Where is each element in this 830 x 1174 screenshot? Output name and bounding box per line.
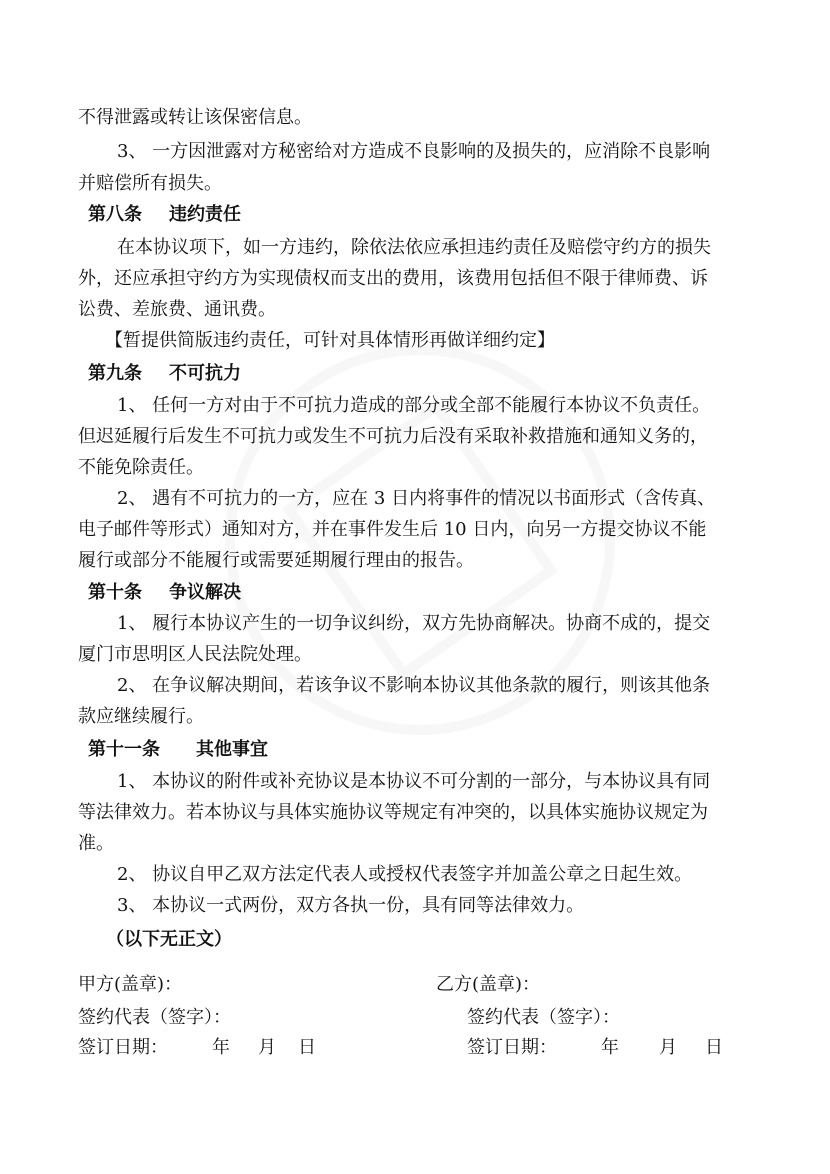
clause-8-body-line-3: 讼费、差旅费、通讯费。	[78, 299, 276, 320]
party-b-month: 月	[659, 1037, 677, 1058]
clause-8-body-line-2: 外，还应承担守约方为实现债权而支出的费用，该费用包括但不限于律师费、诉	[78, 268, 708, 289]
clause-10-heading	[88, 581, 241, 605]
party-b-date-line	[467, 1036, 723, 1060]
party-b-rep-label: 签约代表（签字）：	[467, 1007, 620, 1028]
clause-7-tail-line-1: 不得泄露或转让该保密信息。	[78, 107, 312, 128]
clause-8-title: 违约责任	[169, 204, 241, 225]
party-b-year: 年	[601, 1037, 619, 1058]
end-of-text-note: （以下无正文）	[106, 929, 232, 950]
clause-8-note: 【暂提供简版违约责任，可针对具体情形再做详细约定】	[105, 330, 555, 351]
party-a-rep-label: 签约代表（签字）：	[78, 1007, 231, 1028]
clause-7-item-3-line-2: 并赔偿所有损失。	[78, 173, 222, 194]
clause-10-number: 第十条	[88, 582, 142, 603]
clause-10-item-1-line-2: 厦门市思明区人民法院处理。	[78, 644, 312, 665]
clause-11-number: 第十一条	[88, 739, 160, 760]
clause-11-heading	[88, 738, 268, 762]
party-a-day: 日	[298, 1037, 316, 1058]
clause-9-item-2-line-3: 履行或部分不能履行或需要延期履行理由的报告。	[78, 550, 474, 571]
party-b-day: 日	[705, 1037, 723, 1058]
clause-10-item-2-line-2: 款应继续履行。	[78, 706, 204, 727]
party-b-seal-label: 乙方(盖章)：	[436, 974, 541, 995]
clause-11-item-3: 3、 本协议一式两份，双方各执一份，具有同等法律效力。	[117, 895, 585, 916]
clause-11-item-1-line-2: 等法律效力。若本协议与具体实施协议等规定有冲突的，以具体实施协议规定为	[78, 802, 708, 823]
clause-8-body-line-1: 在本协议项下，如一方违约，除依法依应承担违约责任及赔偿守约方的损失	[117, 237, 711, 258]
clause-9-number: 第九条	[88, 363, 142, 384]
clause-10-title: 争议解决	[169, 582, 241, 603]
clause-9-item-1-line-3: 不能免除责任。	[78, 457, 204, 478]
clause-7-item-3-line-1: 3、 一方因泄露对方秘密给对方造成不良影响的及损失的，应消除不良影响	[117, 141, 711, 162]
party-a-date-line	[78, 1036, 316, 1060]
clause-10-item-2-line-1: 2、 在争议解决期间，若该争议不影响本协议其他条款的履行，则该其他条	[117, 675, 711, 696]
clause-9-item-2-line-2: 电子邮件等形式）通知对方，并在事件发生后 10 日内，向另一方提交协议不能	[78, 519, 707, 540]
clause-8-number: 第八条	[88, 204, 142, 225]
clause-11-item-2: 2、 协议自甲乙双方法定代表人或授权代表签字并加盖公章之日起生效。	[117, 864, 693, 885]
clause-9-item-1-line-1: 1、 任何一方对由于不可抗力造成的部分或全部不能履行本协议不负责任。	[117, 395, 711, 416]
party-b-date-label: 签订日期：	[467, 1037, 557, 1058]
party-a-year: 年	[212, 1037, 230, 1058]
party-a-month: 月	[258, 1037, 276, 1058]
clause-9-title: 不可抗力	[169, 363, 241, 384]
clause-9-heading	[88, 362, 241, 386]
clause-10-item-1-line-1: 1、 履行本协议产生的一切争议纠纷，双方先协商解决。协商不成的，提交	[117, 613, 711, 634]
clause-9-item-2-line-1: 2、 遇有不可抗力的一方，应在 3 日内将事件的情况以书面形式（含传真、	[117, 488, 716, 509]
clause-11-item-1-line-3: 准。	[78, 833, 114, 854]
clause-11-title: 其他事宜	[196, 739, 268, 760]
clause-11-item-1-line-1: 1、 本协议的附件或补充协议是本协议不可分割的一部分，与本协议具有同	[117, 771, 711, 792]
party-a-date-label: 签订日期：	[78, 1037, 168, 1058]
clause-8-heading	[88, 203, 241, 227]
party-a-seal-label: 甲方(盖章)：	[78, 974, 183, 995]
clause-9-item-1-line-2: 但迟延履行后发生不可抗力或发生不可抗力后没有采取补救措施和通知义务的，	[78, 426, 708, 447]
